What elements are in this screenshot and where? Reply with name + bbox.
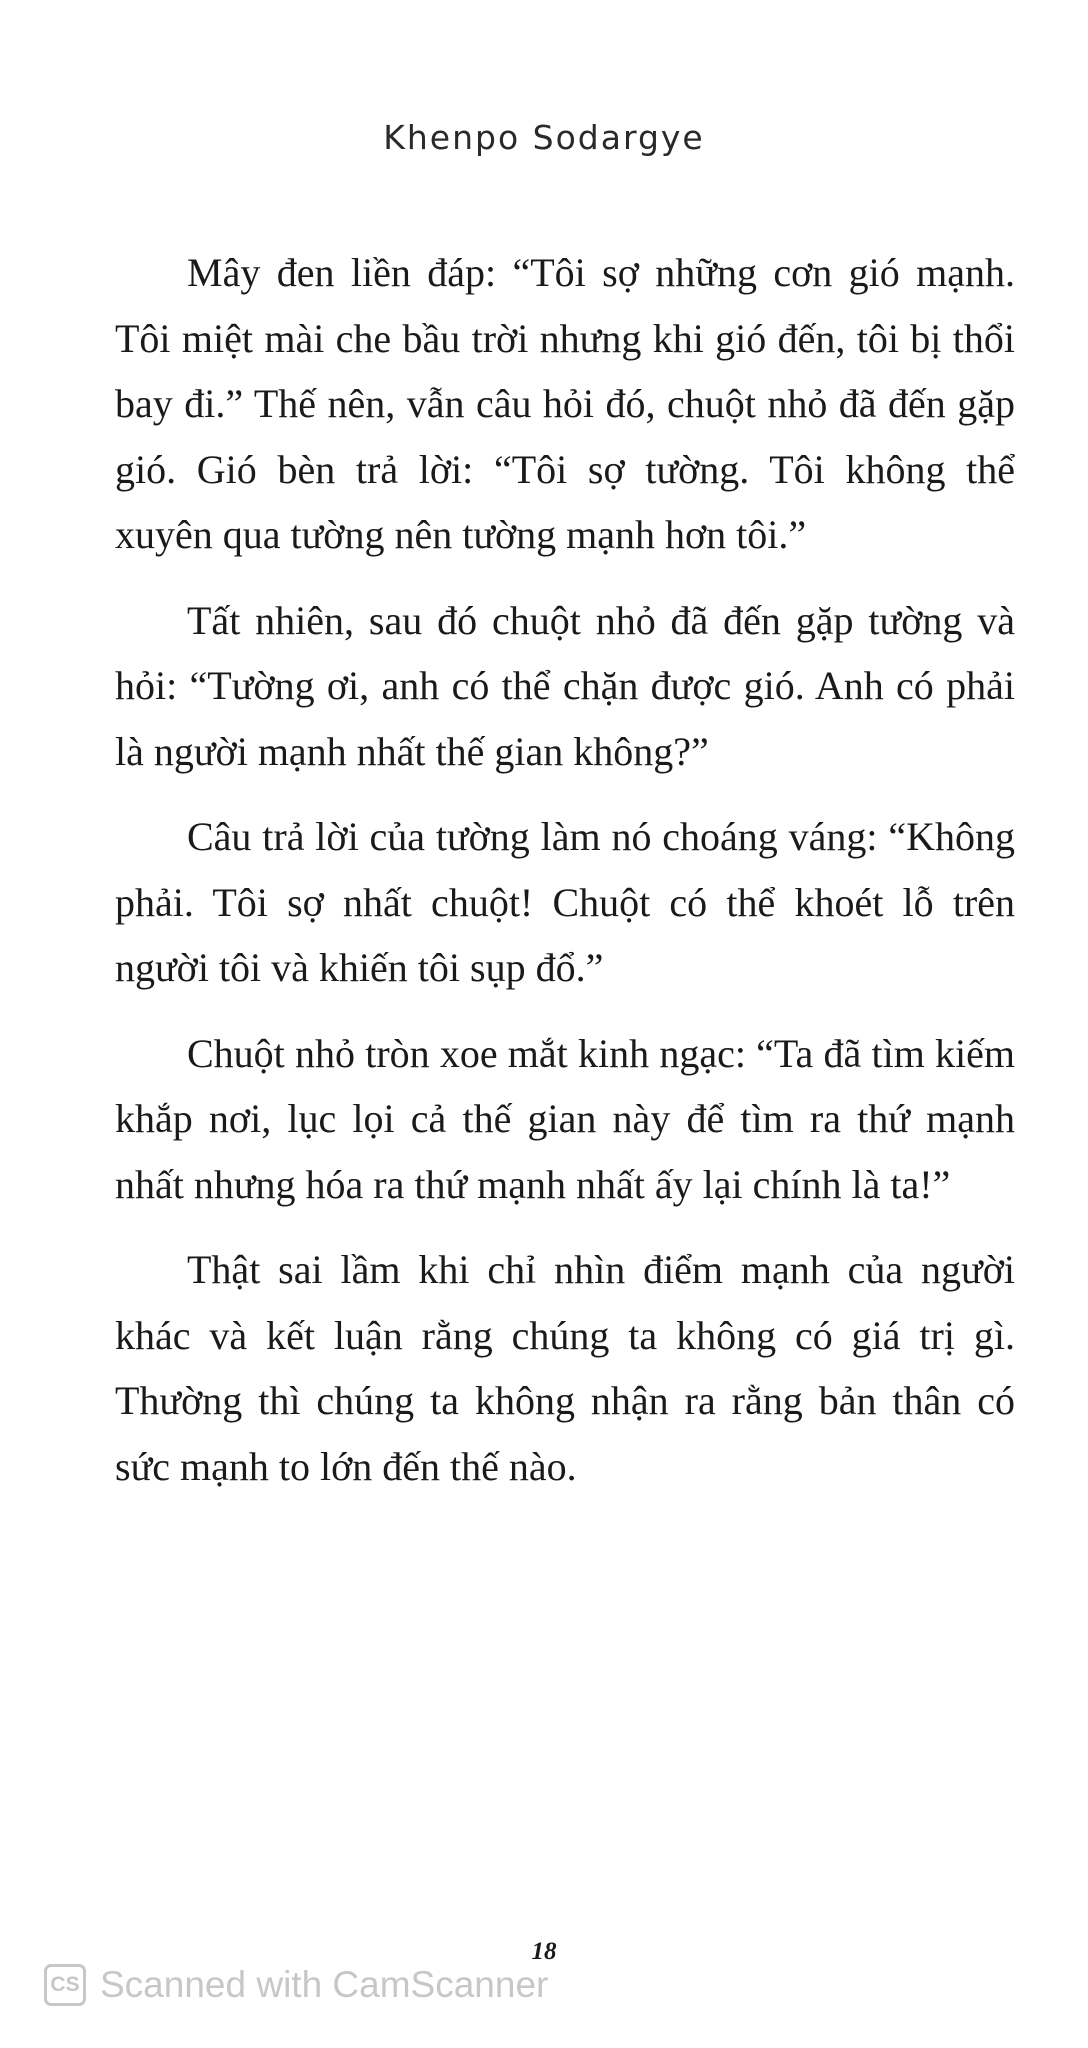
paragraph-1: Mây đen liền đáp: “Tôi sợ những cơn gió mạnh. Tôi miệt mài che bầu trời nhưng khi gió đến, tôi bị thổi bay đi.” Thế nên, vẫn câu hỏi đó, chuột nhỏ đã đến gặp gió. Gió bèn trả lời: “Tôi sợ tường. Tôi không thể xuyên qua tường nên tường mạnh hơn tôi.”	[115, 250, 1015, 557]
paragraph-5: Thật sai lầm khi chỉ nhìn điểm mạnh của người khác và kết luận rằng chúng ta không có giá trị gì. Thường thì chúng ta không nhận ra rằng bản thân có sức mạnh to lớn đến thế nào.	[115, 1247, 1015, 1489]
camscanner-watermark-text: Scanned with CamScanner	[100, 1964, 549, 2005]
camscanner-watermark	[44, 1960, 548, 2010]
paragraph-2: Tất nhiên, sau đó chuột nhỏ đã đến gặp tường và hỏi: “Tường ơi, anh có thể chặn được gió. Anh có phải là người mạnh nhất thế gian không?”	[115, 597, 1015, 774]
body-text	[115, 240, 1015, 1519]
paragraph-4: Chuột nhỏ tròn xoe mắt kinh ngạc: “Ta đã tìm kiếm khắp nơi, lục lọi cả thế gian này để tìm ra thứ mạnh nhất nhưng hóa ra thứ mạnh nhất ấy lại chính là ta!”	[115, 1030, 1015, 1207]
paragraph-3: Câu trả lời của tường làm nó choáng váng: “Không phải. Tôi sợ nhất chuột! Chuột có thể khoét lỗ trên người tôi và khiến tôi sụp đổ.”	[115, 814, 1015, 990]
running-header-author: Khenpo Sodargye	[383, 118, 705, 157]
page-number: 18	[531, 1938, 557, 1965]
camscanner-logo-icon: CS	[44, 1964, 86, 2006]
